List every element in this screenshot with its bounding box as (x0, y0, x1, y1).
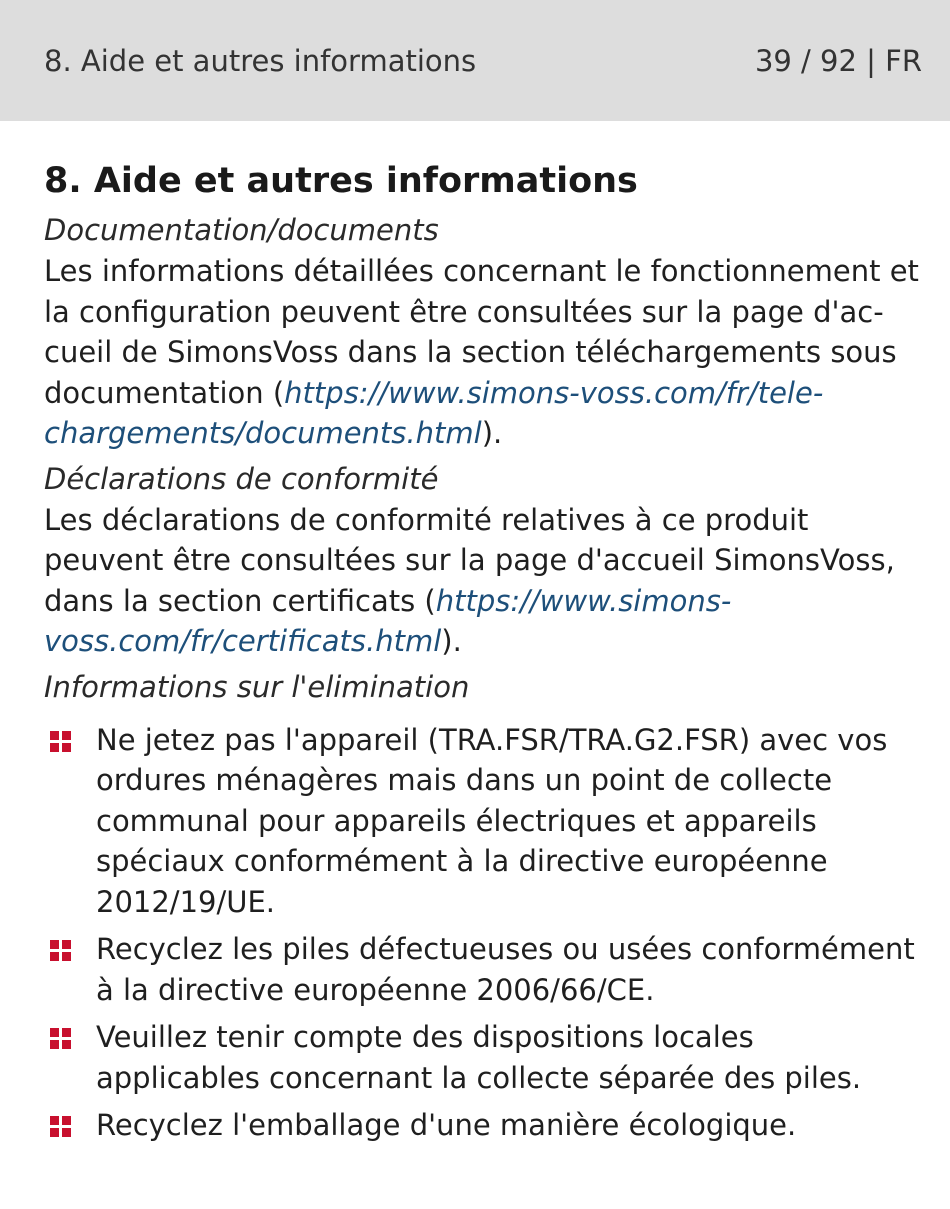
documentation-text-end: ). (481, 416, 503, 450)
documentation-paragraph (44, 251, 920, 454)
bullet-icon (50, 940, 72, 962)
documentation-link[interactable]: https://www.simons-voss.com/fr/telechargements/documents.html (44, 375, 824, 450)
header-page-number: 39 / 92 | FR (754, 43, 922, 78)
bullet-icon (50, 1116, 72, 1138)
list-item-text: Recyclez l'emballage d'une manière écologique. (96, 1108, 797, 1142)
list-item (44, 1017, 920, 1098)
page-header (0, 0, 950, 121)
conformity-text: Les déclarations de conformité relatives à ce produit peuvent être consultées sur la page d'accueil SimonsVoss, dans la section certificats ( (44, 502, 895, 618)
bullet-icon (50, 1028, 72, 1050)
list-item-text: Ne jetez pas l'appareil (TRA.FSR/TRA.G2.FSR) avec vos ordures ménagères mais dans un point de collecte communal pour appareils électriques et appareils spéciaux conformément à la directive européenne 2012/19/UE. (96, 722, 888, 919)
list-item-text: Veuillez tenir compte des dispositions locales applicables concernant la collecte séparée des piles. (96, 1020, 862, 1095)
page-content (0, 121, 950, 1146)
disposal-heading: Informations sur l'elimination (44, 669, 470, 704)
header-section-title: 8. Aide et autres informations (44, 43, 477, 78)
conformity-paragraph (44, 500, 920, 662)
page-title: 8. Aide et autres informations (44, 161, 638, 201)
list-item-text: Recyclez les piles défectueuses ou usées conformément à la directive européenne 2006/66/CE. (96, 932, 915, 1007)
conformity-text-end: ). (441, 624, 462, 658)
documentation-heading: Documentation/documents (44, 213, 439, 247)
bullet-icon (50, 731, 72, 753)
disposal-list (44, 720, 920, 1146)
list-item (44, 720, 920, 923)
documentation-text: Les informations détaillées concernant le fonctionnement et la configuration peuvent être consultées sur la page d'accueil de SimonsVoss dans la section téléchargements sous documentation ( (44, 254, 919, 410)
conformity-heading: Déclarations de conformité (44, 461, 439, 496)
certificates-link[interactable]: https://www.simons-voss.com/fr/certificats.html (44, 583, 732, 658)
list-item (44, 1105, 920, 1146)
list-item (44, 929, 920, 1010)
